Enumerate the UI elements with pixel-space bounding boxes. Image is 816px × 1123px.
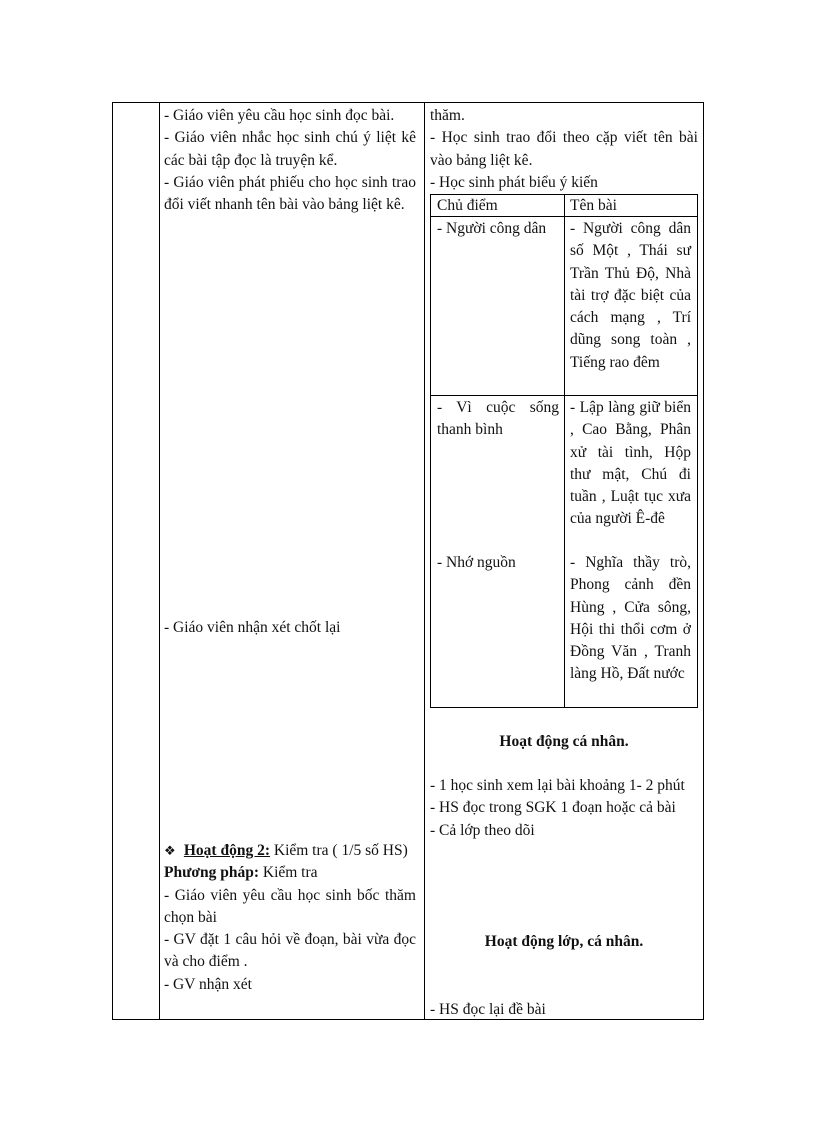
student-step: - Cả lớp theo dõi [430,821,535,839]
personal-heading-block [430,731,698,753]
teacher-conclude-text: - Giáo viên nhận xét chốt lại [164,619,341,636]
teacher-conclude [164,617,416,639]
activity-2-label: Hoạt động 2: [183,842,270,859]
teacher-step: - Giáo viên yêu cầu học sinh đọc bài. [164,107,395,124]
header-titles: Tên bài [570,197,617,214]
teacher-step: - Giáo viên nhắc học sinh chú ý liệt kê các bài tập đọc là truyện kể. [164,129,416,169]
column-divider-1 [159,103,160,1019]
personal-heading: Hoạt động cá nhân. [499,733,629,750]
row-titles [570,552,691,686]
header-topic: Chủ điểm [437,197,498,214]
class-heading: Hoạt động lớp, cá nhân. [484,933,644,950]
row-topic [437,397,559,442]
teacher-step: - Giáo viên phát phiếu cho học sinh trao đổi viết nhanh tên bài vào bảng liệt kê. [164,173,416,214]
method-line [164,862,416,884]
row-topic [437,218,559,240]
row-titles-text: - Người công dân số Một , Thái sư Trần Thủ Độ, Nhà tài trợ đặc biệt của cách mạng , Trí dũng song toàn , Tiếng rao đêm [570,220,691,371]
row-topic-text: - Vì cuộc sống thanh bình [437,399,559,439]
student-step: - 1 học sinh xem lại bài khoảng 1- 2 phút [430,777,685,794]
activity-2-heading [164,840,416,862]
activity-2-step: - GV đặt 1 câu hỏi về đoạn, bài vừa đọc và cho điểm . [164,931,416,971]
topic-table-row-line [431,395,697,396]
topic-table [430,194,698,708]
class-heading-block [430,931,698,953]
student-intro [430,105,698,194]
activity-2 [164,840,416,996]
row-titles [570,397,691,531]
student-step: - HS đọc trong SGK 1 đoạn hoặc cả bài [430,799,676,817]
column-divider-2 [424,103,425,1019]
activity-2-title: Kiểm tra ( 1/5 số HS) [270,842,408,859]
student-step: thăm. [430,107,465,124]
row-titles-text: - Lập làng giữ biển , Cao Bằng, Phân xử tài tình, Hộp thư mật, Chú đi tuần , Luật tục xưa của người Ê-đê [570,399,691,528]
final-step [430,999,698,1021]
method-value: Kiểm tra [259,864,318,882]
student-step: - Học sinh trao đổi theo cặp viết tên bài vào bảng liệt kê. [430,129,698,169]
activity-2-step: - GV nhận xét [164,975,252,993]
personal-steps [430,775,698,842]
row-topic-text: - Người công dân [437,220,547,237]
activity-2-step: - Giáo viên yêu cầu học sinh bốc thăm chọn bài [164,886,416,926]
teacher-intro [164,105,416,216]
student-step: - Học sinh phát biểu ý kiến [430,173,598,191]
row-titles [570,218,691,374]
row-titles-text: - Nghĩa thầy trò, Phong cảnh đền Hùng , Cửa sông, Hội thi thổi cơm ở Đồng Văn , Tranh làng Hồ, Đất nước [570,554,691,683]
row-topic [437,552,559,574]
diamond-bullet-icon: ❖ [164,843,176,858]
final-step-text: - HS đọc lại đề bài [430,1001,546,1018]
topic-table-divider [564,195,565,707]
row-topic-text: - Nhớ nguồn [437,554,516,571]
method-label: Phương pháp: [164,864,259,882]
